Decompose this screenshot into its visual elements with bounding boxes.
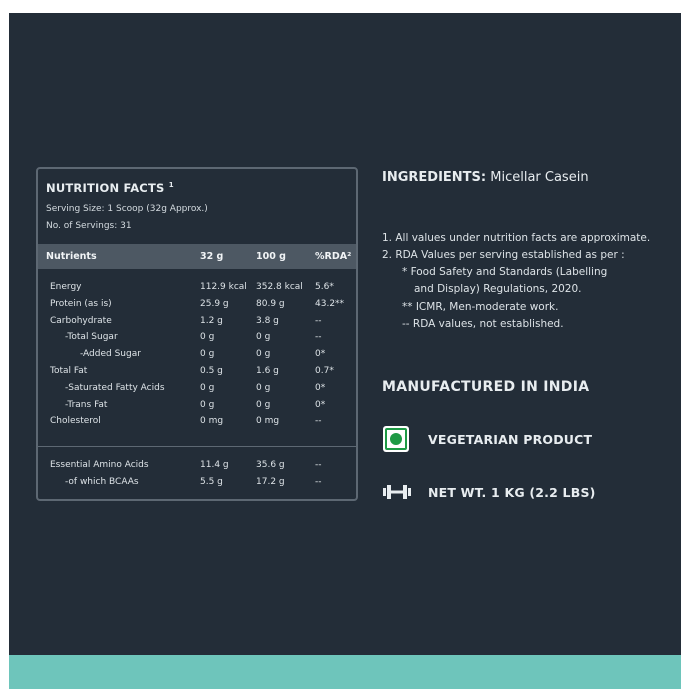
cell-nutrient: Energy [50, 282, 82, 292]
cell-100g: 0 g [256, 382, 271, 393]
table-row [38, 383, 356, 399]
cell-rda: -- [315, 460, 322, 470]
table-row [38, 460, 356, 476]
cell-rda: 43.2** [315, 298, 345, 309]
cell-32g: 0 mg [200, 416, 224, 427]
table-row [38, 332, 356, 348]
cell-32g: 1.2 g [200, 315, 223, 326]
cell-rda: 5.6* [315, 282, 334, 292]
header-rda: %RDA² [315, 251, 352, 262]
cell-100g: 17.2 g [256, 476, 285, 487]
servings-count: No. of Servings: 31 [46, 221, 132, 231]
cell-rda: -- [315, 315, 322, 326]
cell-32g: 0 g [200, 349, 215, 360]
cell-rda: 0* [315, 349, 326, 360]
note-4: and Display) Regulations, 2020. [414, 283, 582, 295]
cell-100g: 3.8 g [256, 315, 279, 326]
cell-rda: 0* [315, 399, 326, 410]
cell-rda: -- [315, 476, 322, 487]
cell-32g: 0.5 g [200, 366, 223, 376]
net-weight-label: NET WT. 1 KG (2.2 LBS) [428, 485, 596, 500]
cell-32g: 0 g [200, 382, 215, 393]
note-1: 1. All values under nutrition facts are approximate. [382, 232, 651, 244]
table-row [38, 349, 356, 365]
nutrition-title: NUTRITION FACTS $^1$ [46, 181, 174, 195]
cell-nutrient: Essential Amino Acids [50, 460, 149, 470]
cell-rda: 0.7* [315, 366, 334, 376]
cell-nutrient: -of which BCAAs [65, 476, 139, 487]
table-divider [38, 446, 356, 447]
table-row [38, 477, 356, 493]
ingredients: INGREDIENTS: Micellar Casein [382, 170, 589, 185]
header-nutrients: Nutrients [46, 251, 97, 262]
manufactured-label: MANUFACTURED IN INDIA [382, 379, 590, 395]
cell-100g: 0 mg [256, 416, 280, 427]
footer-strip [9, 655, 681, 689]
cell-nutrient: -Saturated Fatty Acids [65, 382, 165, 393]
cell-rda: 0* [315, 382, 326, 393]
table-header [38, 244, 356, 269]
note-3: * Food Safety and Standards (Labelling [402, 266, 608, 278]
nutrition-facts-table [36, 167, 358, 501]
header-100g: 100 g [256, 251, 286, 262]
note-2: 2. RDA Values per serving established as per : [382, 249, 625, 261]
table-row [38, 366, 356, 382]
cell-32g: 5.5 g [200, 476, 223, 487]
cell-100g: 35.6 g [256, 460, 285, 470]
cell-100g: 352.8 kcal [256, 282, 303, 292]
cell-32g: 11.4 g [200, 460, 229, 470]
cell-32g: 112.9 kcal [200, 282, 247, 292]
note-6: -- RDA values, not established. [402, 318, 564, 330]
cell-100g: 80.9 g [256, 298, 285, 309]
serving-size: Serving Size: 1 Scoop (32g Approx.) [46, 204, 208, 214]
table-row [38, 299, 356, 315]
cell-nutrient: Total Fat [50, 366, 88, 376]
table-row [38, 416, 356, 432]
cell-32g: 0 g [200, 332, 215, 343]
table-row [38, 282, 356, 298]
cell-nutrient: Carbohydrate [50, 315, 112, 326]
cell-nutrient: -Added Sugar [80, 349, 141, 360]
cell-100g: 0 g [256, 332, 271, 343]
cell-100g: 0 g [256, 349, 271, 360]
cell-32g: 0 g [200, 399, 215, 410]
note-5: ** ICMR, Men-moderate work. [402, 301, 559, 313]
cell-rda: -- [315, 416, 322, 427]
cell-nutrient: -Trans Fat [65, 399, 108, 410]
cell-100g: 1.6 g [256, 366, 279, 376]
cell-nutrient: Protein (as is) [50, 298, 112, 309]
veg-symbol-icon [383, 426, 409, 452]
table-row [38, 316, 356, 332]
cell-nutrient: Cholesterol [50, 416, 101, 427]
cell-32g: 25.9 g [200, 298, 229, 309]
vegetarian-label: VEGETARIAN PRODUCT [428, 432, 593, 447]
cell-nutrient: -Total Sugar [65, 332, 118, 343]
cell-100g: 0 g [256, 399, 271, 410]
cell-rda: -- [315, 332, 322, 343]
table-row [38, 400, 356, 416]
header-32g: 32 g [200, 251, 224, 262]
dumbbell-icon [382, 483, 412, 501]
